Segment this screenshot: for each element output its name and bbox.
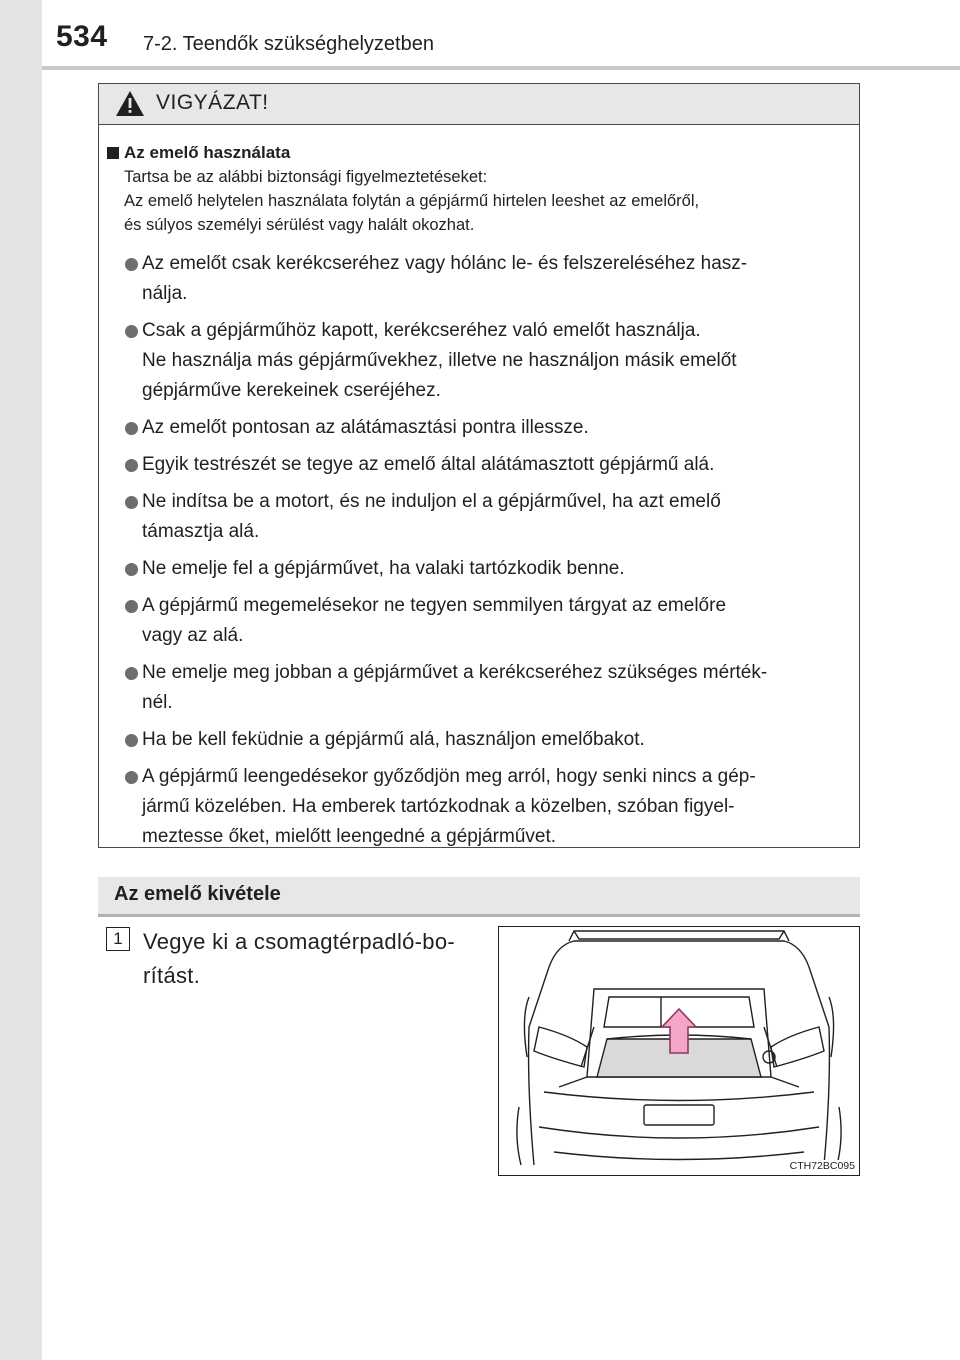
round-bullet-icon (125, 771, 138, 784)
bullet-text-line: vagy az alá. (142, 625, 244, 646)
trunk-illustration (498, 926, 860, 1176)
bullet-text-line: Ne emelje meg jobban a gépjárművet a kerékcseréhez szükséges mérték- (142, 662, 768, 683)
bullet-text-line: Ne emelje fel a gépjárművet, ha valaki tartózkodik benne. (142, 558, 625, 579)
step-text-line: rítást. (143, 963, 201, 988)
caution-bullet-item (107, 413, 852, 443)
caution-subheading (107, 143, 852, 163)
bullet-text-line: Ha be kell feküdnie a gépjármű alá, használjon emelőbakot. (142, 729, 645, 750)
intro-line: és súlyos személyi sérülést vagy halált okozhat. (124, 216, 475, 234)
figure-code: CTH72BC095 (789, 1160, 855, 1172)
caution-box (98, 83, 860, 848)
caution-bullet-item (107, 554, 852, 584)
bullet-text-line: gépjárműve kerekeinek cseréjéhez. (142, 380, 441, 401)
bullet-text-line: meztesse őket, mielőtt leengedné a gépjárművet. (142, 826, 557, 847)
caution-header (99, 84, 859, 125)
caution-bullet-item (107, 762, 852, 852)
section-bar (98, 877, 860, 917)
round-bullet-icon (125, 667, 138, 680)
section-heading: Az emelő kivétele (114, 883, 281, 905)
bullet-text-line: A gépjármű megemelésekor ne tegyen semmilyen tárgyat az emelőre (142, 595, 727, 616)
bullet-text-line: nálja. (142, 283, 188, 304)
caution-bullet-item (107, 249, 852, 309)
round-bullet-icon (125, 563, 138, 576)
caution-title: VIGYÁZAT! (156, 91, 269, 114)
intro-line: Tartsa be az alábbi biztonsági figyelmeztetéseket: (124, 168, 488, 186)
step-text (143, 925, 478, 993)
caution-bullet-item (107, 658, 852, 718)
step-number: 1 (106, 927, 130, 951)
caution-bullet-list (107, 249, 852, 852)
bullet-text-line: Az emelőt pontosan az alátámasztási pontra illessze. (142, 417, 589, 438)
caution-bullet-item (107, 450, 852, 480)
caution-bullet-item (107, 591, 852, 651)
round-bullet-icon (125, 325, 138, 338)
car-rear-open-trunk-illustration (499, 927, 859, 1175)
round-bullet-icon (125, 600, 138, 613)
step-text-line: Vegye ki a csomagtérpadló-bo- (143, 929, 455, 954)
square-bullet-icon (107, 147, 119, 159)
bullet-text-line: Ne indítsa be a motort, és ne induljon el a gépjárművel, ha azt emelő (142, 491, 721, 512)
round-bullet-icon (125, 258, 138, 271)
page-number: 534 (56, 20, 108, 53)
warning-triangle-icon (115, 90, 145, 117)
bullet-text-line: jármű közelében. Ha emberek tartózkodnak a közelben, szóban figyel- (142, 796, 735, 817)
round-bullet-icon (125, 734, 138, 747)
bullet-text-line: Ne használja más gépjárművekhez, illetve ne használjon másik emelőt (142, 350, 737, 371)
caution-bullet-item (107, 487, 852, 547)
round-bullet-icon (125, 459, 138, 472)
caution-body (99, 125, 859, 852)
bullet-text-line: Az emelőt csak kerékcseréhez vagy hólánc le- és felszereléséhez hasz- (142, 253, 748, 274)
bullet-text-line: támasztja alá. (142, 521, 260, 542)
round-bullet-icon (125, 496, 138, 509)
caution-bullet-item (107, 725, 852, 755)
bullet-text-line: Csak a gépjárműhöz kapott, kerékcseréhez való emelőt használja. (142, 320, 701, 341)
bullet-text-line: Egyik testrészét se tegye az emelő által alátámasztott gépjármű alá. (142, 454, 715, 475)
section-title: 7-2. Teendők szükséghelyzetben (143, 33, 434, 55)
header-rule (42, 66, 960, 70)
caution-bullet-item (107, 316, 852, 406)
round-bullet-icon (125, 422, 138, 435)
side-strip (0, 0, 42, 1360)
bullet-text-line: A gépjármű leengedésekor győződjön meg arról, hogy senki nincs a gép- (142, 766, 756, 787)
caution-subheading-text: Az emelő használata (124, 143, 291, 162)
bullet-text-line: nél. (142, 692, 173, 713)
intro-line: Az emelő helytelen használata folytán a gépjármű hirtelen leeshet az emelőről, (124, 192, 700, 210)
